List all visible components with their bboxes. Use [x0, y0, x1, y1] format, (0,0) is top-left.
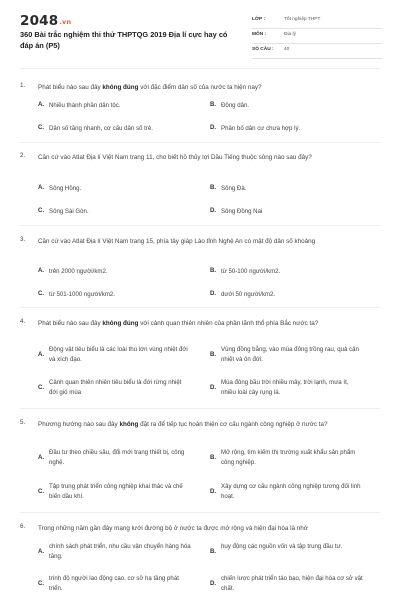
question-text: Căn cứ vào Atlat Địa lí Việt Nam trang 15, phía tây giáp Lào tỉnh Nghệ An có mật độ dân số khoảng — [38, 238, 316, 245]
meta-row-count — [252, 44, 382, 59]
question-5: 5. Phương hướng nào sau đây không đặt ra để tiếp tục hoàn thiện cơ cấu ngành công nghiệp ở nước ta? A. Đầu tư theo chiều sâu, đổi mới trang thiết bị, công nghệ. B. Mở rộng, tìm kiếm thị trường xuất khẩu sản phẩm công nghiệp. C. Tập trung phát triển công nghiệp khai thác và chế biến dầu khí. D. Xây dựng cơ cấu ngành công nghiệp tương đối linh hoạt. — [20, 419, 380, 514]
meta-value: 40 — [284, 47, 290, 52]
question-4: 4. Phát biểu nào sau đây không đúng với cảnh quan thiên nhiên của phần lãnh thổ phía Bắc nước ta? A. Động vật tiêu biểu là các loài thú lớn vùng nhiệt đới và xích đạo. B. Vùng đồng bằng, vào mùa đông trồng rau, quả cận nhiệt và ôn đới. C. Cảnh quan thiên nhiên tiêu biểu là đới rừng nhiệt đới gió mùa D. Mùa đông bầu trời nhiều mây, trời lạnh, mưa ít, nhiều loài cây rụng lá. — [20, 318, 380, 413]
document-title: 360 Bài trắc nghiệm thi thử THPTQG 2019 Địa lí cực hay có đáp án (P5) — [20, 30, 228, 50]
meta-label: SỐ CÂU : — [252, 47, 274, 52]
question-number: 6. — [20, 523, 26, 530]
question-number: 3. — [20, 236, 26, 243]
question-number: 1. — [20, 82, 26, 89]
question-2: 2. Căn cứ vào Atlat Địa lí Việt Nam trang 11, cho biết hồ thủy lợi Dầu Tiếng thuộc sông nào sau đây? A. Sông Hồng. B. Sông Đà. C. Sông Sài Gòn. D. Sông Đồng Nai — [20, 152, 380, 232]
question-text: Căn cứ vào Atlat Địa lí Việt Nam trang 11, cho biết hồ thủy lợi Dầu Tiếng thuộc sông nào sau đây? — [38, 154, 312, 161]
meta-value: Địa lý — [284, 32, 296, 37]
site-logo[interactable]: 2048.vn — [20, 13, 72, 29]
meta-label: LỚP : — [252, 17, 266, 22]
question-6: 6. Trong những năm gần đây mạng lưới đường bộ ở nước ta được mở rộng và hiện đại hóa là nhờ A. chính sách phát triển, nhu cầu vận chuyển hàng hóa tăng. B. huy động các nguồn vốn và tập trung đầu tư. C. trình độ người lao động cao, cơ sở hạ tầng phát triển. D. chiến lược phát triển táo bạo, hiện đại hóa cơ sở vật chất. — [20, 523, 380, 600]
question-number: 2. — [20, 152, 26, 159]
question-number: 4. — [20, 318, 26, 325]
question-text: Phát biểu nào sau đây không đúng với đặc điểm dân số của nước ta hiện nay? — [38, 84, 262, 91]
question-number: 5. — [20, 419, 26, 426]
question-separator — [20, 307, 380, 308]
meta-row-subject — [252, 29, 382, 44]
question-separator — [20, 142, 380, 143]
question-separator — [20, 408, 380, 409]
question-1: 1. Phát biểu nào sau đây không đúng với đặc điểm dân số của nước ta hiện nay? A. Nhiều thành phần dân tộc. B. Đông dân. C. Dân số tăng nhanh, cơ cấu dân số trẻ. D. Phân bố dân cư chưa hợp lý. — [20, 82, 380, 152]
meta-row-grade — [252, 14, 382, 29]
meta-label: MÔN : — [252, 32, 267, 37]
question-separator — [20, 225, 380, 226]
header-divider — [20, 68, 380, 69]
question-3: 3. Căn cứ vào Atlat Địa lí Việt Nam trang 15, phía tây giáp Lào tỉnh Nghệ An có mật độ dân số khoảng A. trên 2000 người/km2. B. từ 50-100 người/km2. C. từ 501-1000 người/km2. D. dưới 50 người/km2. — [20, 236, 380, 316]
page-header — [0, 0, 400, 66]
question-text: Phương hướng nào sau đây không đặt ra để tiếp tục hoàn thiện cơ cấu ngành công nghiệp ở nước ta? — [38, 421, 328, 428]
question-text: Phát biểu nào sau đây không đúng với cảnh quan thiên nhiên của phần lãnh thổ phía Bắc nước ta? — [38, 320, 319, 327]
document-meta — [252, 14, 382, 59]
meta-value: Tốt nghiệp THPT — [284, 17, 321, 22]
question-separator — [20, 512, 380, 513]
question-text: Trong những năm gần đây mạng lưới đường bộ ở nước ta được mở rộng và hiện đại hóa là nhờ — [38, 525, 308, 532]
